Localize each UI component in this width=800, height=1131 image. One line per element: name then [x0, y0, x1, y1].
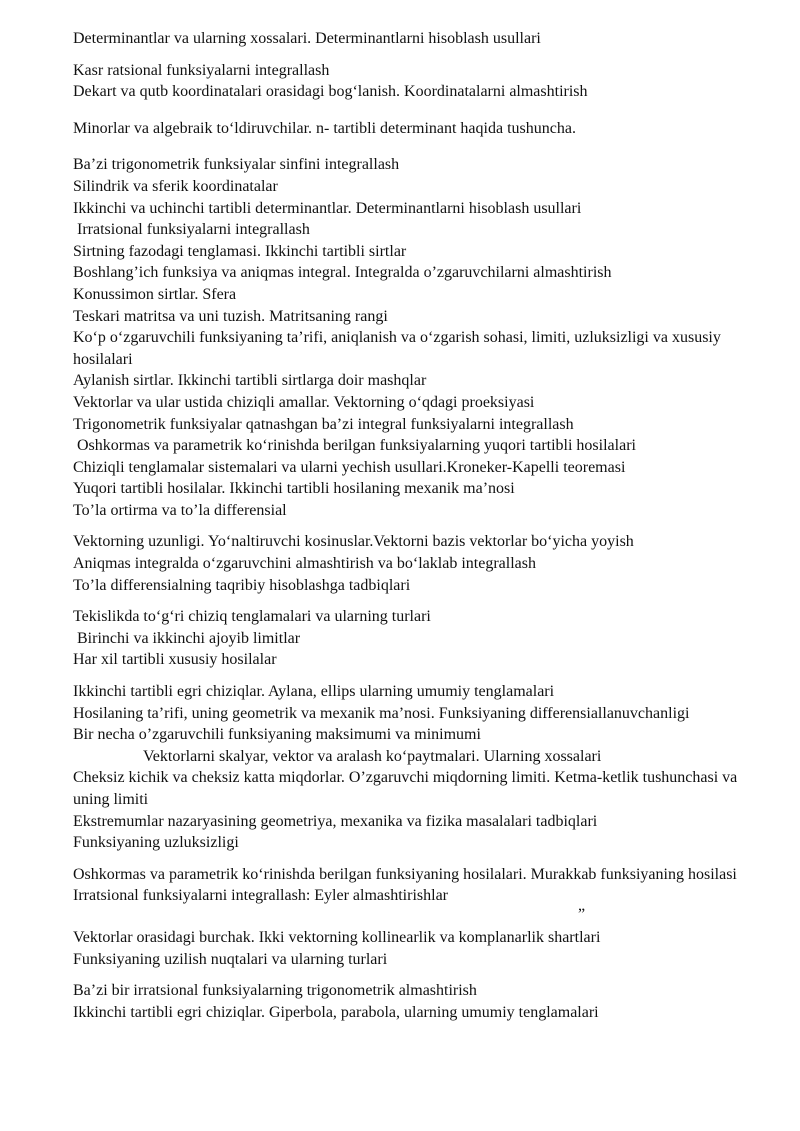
text-line: Silindrik va sferik koordinatalar — [73, 177, 278, 195]
text-line: Yuqori tartibli hosilalar. Ikkinchi tartibli hosilaning mexanik ma’nosi — [73, 480, 515, 498]
text-line: Determinantlar va ularning xossalari. Determinantlarni hisoblash usullari — [73, 30, 541, 47]
text-line: Bir necha o’zgaruvchili funksiyaning maksimumi va minimumi — [73, 726, 481, 744]
document-page — [73, 28, 752, 1023]
text-line: Vektorlar va ular ustida chiziqli amallar. Vektorning o‘qdagi proeksiyasi — [73, 393, 535, 411]
text-line: Irratsional funksiyalarni integrallash: Eyler almashtirishlar — [73, 887, 448, 905]
closing-quote-mark: ” — [578, 905, 586, 923]
text-line: Cheksiz kichik va cheksiz katta miqdorlar. O’zgaruvchi miqdorning limiti. Ketma-ketlik tushunchasi va uning limiti — [73, 769, 738, 808]
text-line: Funksiyaning uzluksizligi — [73, 834, 239, 852]
text-line: Ekstremumlar nazaryasining geometriya, mexanika va fizika masalalari tadbiqlari — [73, 812, 598, 830]
text-line: Funksiyaning uzilish nuqtalari va ularning turlari — [73, 950, 388, 968]
text-line: Irratsional funksiyalarni integrallash — [77, 221, 310, 239]
text-line: Vektorning uzunligi. Yo‘naltiruvchi kosinuslar.Vektorni bazis vektorlar bo‘yicha yoyish — [73, 533, 634, 551]
text-line: Boshlang’ich funksiya va aniqmas integral. Integralda o’zgaruvchilarni almashtirish — [73, 264, 612, 282]
text-line: Teskari matritsa va uni tuzish. Matritsaning rangi — [73, 307, 388, 325]
text-line: Vektorlar orasidagi burchak. Ikki vektorning kollinearlik va komplanarlik shartlari — [73, 928, 601, 946]
text-line: Aylanish sirtlar. Ikkinchi tartibli sirtlarga doir mashqlar — [73, 372, 427, 390]
text-line: Tekislikda to‘g‘ri chiziq tenglamalari va ularning turlari — [73, 608, 431, 626]
text-line: Aniqmas integralda o‘zgaruvchini almashtirish va bo‘laklab integrallash — [73, 555, 536, 573]
text-line: Ko‘p o‘zgaruvchili funksiyaning ta’rifi, aniqlanish va o‘zgarish sohasi, limiti, uzluksizligi va xususiy hosilalari — [73, 329, 721, 368]
text-line: Ba’zi bir irratsional funksiyalarning trigonometrik almashtirish — [73, 982, 477, 1000]
text-line: Minorlar va algebraik to‘ldiruvchilar. n- tartibli determinant haqida tushuncha. — [73, 119, 576, 137]
text-line: Trigonometrik funksiyalar qatnashgan ba’zi integral funksiyalarni integrallash — [73, 415, 574, 433]
text-line: Oshkormas va parametrik ko‘rinishda berilgan funksiyalarning yuqori tartibli hosilalari — [77, 437, 636, 455]
text-line: Birinchi va ikkinchi ajoyib limitlar — [77, 629, 301, 647]
text-line: To’la differensialning taqribiy hisoblashga tadbiqlari — [73, 576, 411, 594]
text-line: Konussimon sirtlar. Sfera — [73, 285, 237, 303]
text-line: Oshkormas va parametrik ko‘rinishda berilgan funksiyaning hosilalari. Murakkab funksiyaning hosilasi — [73, 865, 737, 883]
text-line: To’la ortirma va to’la differensial — [73, 501, 287, 519]
text-line: Hosilaning ta’rifi, uning geometrik va mexanik ma’nosi. Funksiyaning differensiallanuvchanligi — [73, 704, 690, 722]
text-line: Ikkinchi tartibli egri chiziqlar. Aylana, ellips ularning umumiy tenglamalari — [73, 683, 555, 701]
text-line: Kasr ratsional funksiyalarni integrallash — [73, 61, 330, 79]
text-line: Har xil tartibli xususiy hosilalar — [73, 651, 277, 669]
text-line: Chiziqli tenglamalar sistemalari va ularni yechish usullari.Kroneker-Kapelli teoremasi — [73, 458, 626, 476]
text-line: Ikkinchi va uchinchi tartibli determinantlar. Determinantlarni hisoblash usullari — [73, 199, 582, 217]
text-line: Ba’zi trigonometrik funksiyalar sinfini integrallash — [73, 156, 400, 174]
text-line: Ikkinchi tartibli egri chiziqlar. Giperbola, parabola, ularning umumiy tenglamalari — [73, 1003, 599, 1021]
text-line: Vektorlarni skalyar, vektor va aralash ko‘paytmalari. Ularning xossalari — [143, 747, 602, 765]
text-line: Dekart va qutb koordinatalari orasidagi bog‘lanish. Koordinatalarni almashtirish — [73, 83, 588, 101]
text-line: Sirtning fazodagi tenglamasi. Ikkinchi tartibli sirtlar — [73, 242, 407, 260]
